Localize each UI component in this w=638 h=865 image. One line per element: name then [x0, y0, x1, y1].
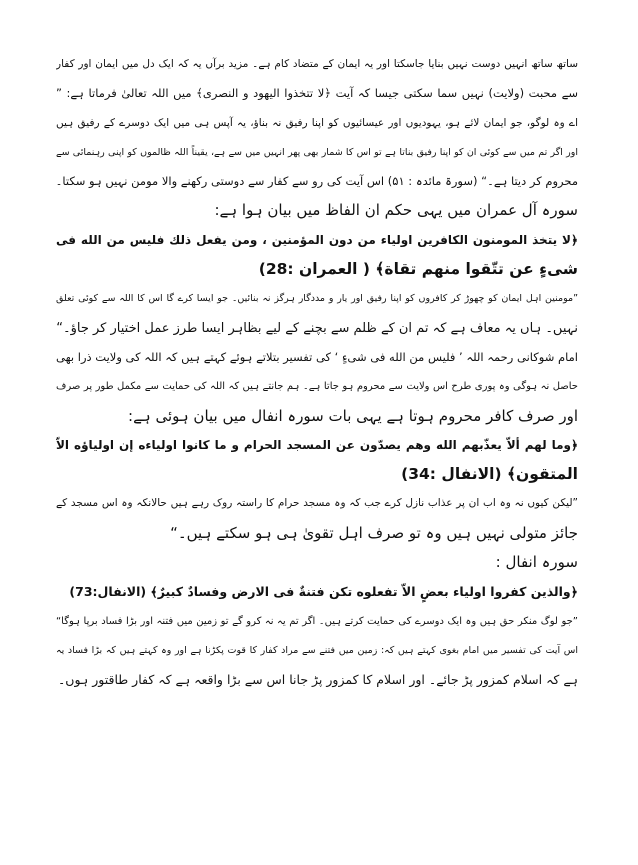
text-line: محروم کر دیتا ہے۔“ (سورۃ مائدہ : ۵۱) اس آیت کی رو سے کفار سے دوستی رکھنے والا مومن نہیں ہو سکتا۔: [56, 174, 578, 189]
arabic-verse-line: ﴿لا يتخذ المومنون الكافرين اولياء من دون المؤمنين ، ومن يفعل ذلك فليس من الله فى: [56, 232, 578, 247]
arabic-verse-line: ﴿وما لهم ألاّ يعذّبهم الله وهم يصدّون عن المسجد الحرام و ما كانوا اولياءه إن اولياؤه الاّ: [56, 437, 578, 452]
text-line: اور اگر تم میں سے کوئی ان کو اپنا رفیق بناتا ہے تو اس کا شمار بھی پھر انہیں میں سے ہے، یقیناً اللہ ظالموں کو اپنی رہنمائی سے: [56, 146, 578, 158]
text-line: ”جو لوگ منکر حق ہیں وہ ایک دوسرے کی حمایت کرتے ہیں۔ اگر تم یہ نہ کرو گے تو زمین میں فتنہ اور بڑا فساد برپا ہوگا“: [56, 615, 578, 627]
arabic-verse-line: شىءٍ عن تتّقوا منهم تقاة﴾ ( العمران :28): [258, 260, 578, 279]
text-line: حاصل نہ ہوگی وہ پوری طرح اس ولایت سے محروم ہو جاتا ہے۔ ہم جانتے ہیں کہ اللہ کی حمایت سے مکمل طور پر صرف: [56, 381, 578, 393]
text-line: اے وہ لوگو، جو ایمان لائے ہو، یہودیوں اور عیسائیوں کو اپنا رفیق نہ بناؤ، یہ آپس ہی میں ایک دوسرے کے رفیق ہیں: [56, 116, 578, 129]
text-line: ہے کہ اسلام کمزور پڑ جائے۔ اور اسلام کا کمزور پڑ جانا اس سے بڑا واقعہ ہے کہ کفار طاقتور ہوں۔: [57, 672, 578, 688]
text-line: اس آیت کی تفسیر میں امام بغوی کہتے ہیں کہ: زمین میں فتنے سے مراد کفار کا قوت پکڑنا ہے اور وہ کہتے ہیں کہ بڑا فساد یہ: [56, 644, 578, 656]
text-line: سورہ آل عمران میں یہی حکم ان الفاظ میں بیان ہوا ہے:: [214, 201, 578, 220]
arabic-verse-line: المتقون﴾ (الانفال :34): [401, 465, 578, 484]
text-line: جائز متولی نہیں ہیں وہ تو صرف اہل تقویٰ ہی ہو سکتے ہیں۔“: [170, 523, 578, 542]
text-line: ”مومنین اہل ایمان کو چھوڑ کر کافروں کو اپنا رفیق اور یار و مددگار ہرگز نہ بنائیں۔ جو ایسا کرے گا اس کا اللہ سے کوئی تعلق: [56, 293, 578, 305]
arabic-verse-line: ﴿والذين كفروا اولياء بعضٍ الاّ تفعلوه تكن فتنةٌ فى الارض وفسادٌ كبيرٌ﴾ (الانفال:73): [69, 584, 578, 600]
text-line: نہیں۔ ہاں یہ معاف ہے کہ تم ان کے ظلم سے بچنے کے لیے بظاہر ایسا طرز عمل اختیار کر جاؤ۔“: [56, 320, 578, 336]
text-line: ساتھ ساتھ انہیں دوست نہیں بنایا جاسکتا اور یہ ایمان کے متضاد کام ہے۔ مزید برآں یہ کہ ایک دل میں ایمان اور کفار: [56, 58, 578, 70]
text-line: امام شوکانی رحمہ اللہ ’ فليس من الله فى شىءٍ ‘ کی تفسیر بتلاتے ہوئے کہتے ہیں کہ اللہ کی ولایت ذرا بھی: [56, 349, 578, 364]
section-heading: سورہ انفال :: [495, 553, 578, 572]
text-line: ”لیکن کیوں نہ وہ اب ان پر عذاب نازل کرے جب کہ وہ مسجد حرام کا راستہ روک رہے ہیں حالانکہ وہ اس مسجد کے: [56, 497, 578, 510]
text-line: سے محبت (ولایت) نہیں سما سکتی جیسا کہ آیت ﴿لا تتخذوا الیهود و النصری﴾ میں اللہ تعالیٰ فرماتا ہے: ”: [56, 86, 578, 101]
text-line: اور صرف کافر محروم ہوتا ہے یہی بات سورہ انفال میں بیان ہوئی ہے:: [128, 406, 578, 425]
